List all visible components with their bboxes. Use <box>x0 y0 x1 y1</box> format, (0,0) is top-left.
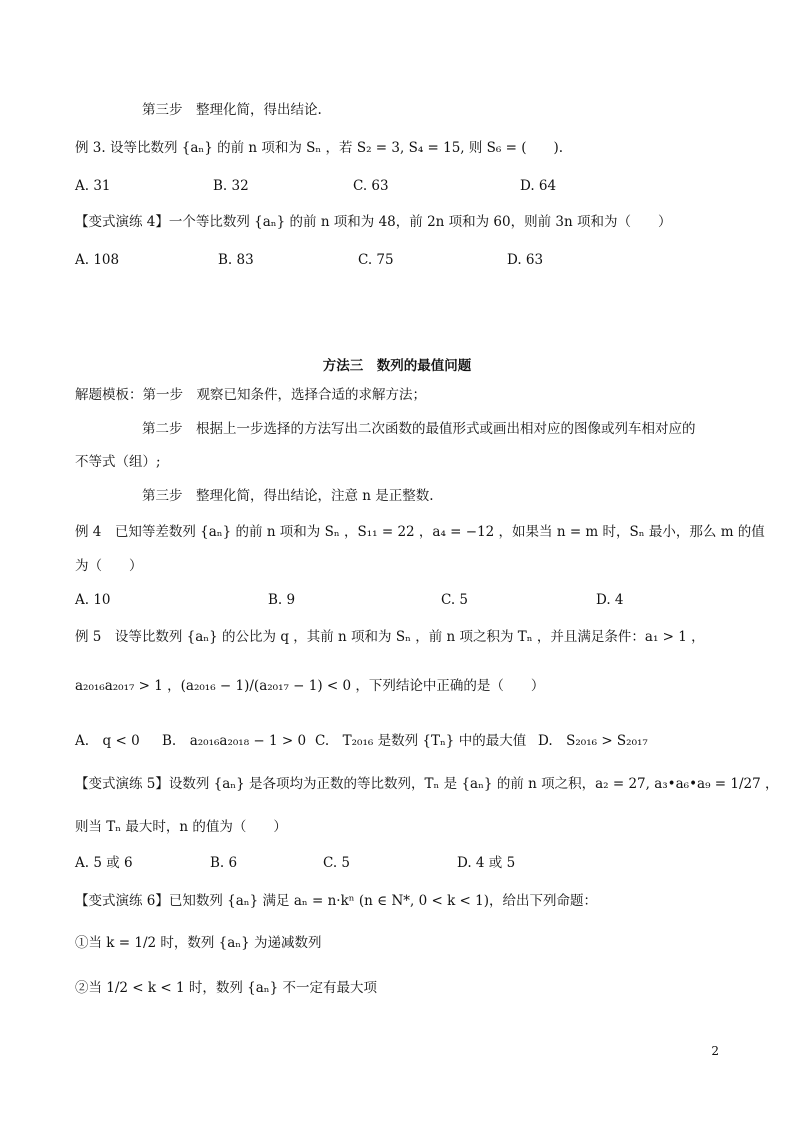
v5-option-b: B. 6 <box>210 855 238 871</box>
page-number: 2 <box>711 1044 719 1058</box>
ex4-option-d: D. 4 <box>596 592 624 608</box>
method-3-heading: 方法三 数列的最值问题 <box>322 358 472 374</box>
v4-option-d: D. 63 <box>507 252 544 268</box>
v4-option-a: A. 108 <box>75 252 120 268</box>
v5-option-a: A. 5 或 6 <box>75 855 133 871</box>
ex3-option-a: A. 31 <box>75 178 111 194</box>
ex4-option-b: B. 9 <box>268 592 296 608</box>
example-4-question-cont: 为（ ） <box>75 558 143 574</box>
ex3-option-c: C. 63 <box>353 178 389 194</box>
variant-5-question-cont: 则当 Tₙ 最大时，n 的值为（ ） <box>75 819 287 835</box>
ex5-option-a: A. q < 0 <box>75 733 140 749</box>
step3-line: 第三步 整理化简，得出结论. <box>142 102 322 118</box>
example-3-question: 例 3. 设等比数列 {aₙ} 的前 n 项和为 Sₙ ，若 S₂ = 3, S₄ = 15, 则 S₆ = ( ). <box>75 140 564 156</box>
ex5-option-c: C. T₂₀₁₆ 是数列 {Tₙ} 中的最大值 <box>315 733 527 749</box>
ex3-option-d: D. 64 <box>520 178 557 194</box>
variant-6-statement-2: ②当 1/2 < k < 1 时，数列 {aₙ} 不一定有最大项 <box>75 980 378 996</box>
variant-5-question: 【变式演练 5】设数列 {aₙ} 是各项均为正数的等比数列，Tₙ 是 {aₙ} 的前 n 项之积，a₂ = 27, a₃•a₆•a₉ = 1/27 ， <box>75 776 779 792</box>
v5-option-d: D. 4 或 5 <box>457 855 516 871</box>
template-step3: 第三步 整理化简，得出结论，注意 n 是正整数. <box>142 488 434 504</box>
ex5-option-d: D. S₂₀₁₆ > S₂₀₁₇ <box>538 733 648 749</box>
example-5-conditions: a₂₀₁₆a₂₀₁₇ > 1 ，(a₂₀₁₆ − 1)/(a₂₀₁₇ − 1) < 0 ，下列结论中正确的是（ ） <box>75 678 545 694</box>
template-step2: 第二步 根据上一步选择的方法写出二次函数的最值形式或画出相对应的图像或列车相对应的 <box>142 421 696 437</box>
template-step1: 解题模板：第一步 观察已知条件，选择合适的求解方法； <box>75 387 426 403</box>
ex4-option-a: A. 10 <box>75 592 111 608</box>
ex4-option-c: C. 5 <box>441 592 469 608</box>
v4-option-b: B. 83 <box>218 252 254 268</box>
example-5-question: 例 5 设等比数列 {aₙ} 的公比为 q ，其前 n 项和为 Sₙ ，前 n 项之积为 Tₙ ，并且满足条件：a₁ > 1 ， <box>75 629 705 645</box>
example-4-question: 例 4 已知等差数列 {aₙ} 的前 n 项和为 Sₙ ，S₁₁ = 22 ，a₄ = −12 ，如果当 n = m 时，Sₙ 最小，那么 m 的值 <box>75 524 765 540</box>
ex5-option-b: B. a₂₀₁₆a₂₀₁₈ − 1 > 0 <box>162 733 307 749</box>
v4-option-c: C. 75 <box>358 252 394 268</box>
variant-6-question: 【变式演练 6】已知数列 {aₙ} 满足 aₙ = n·kⁿ (n ∈ N*, 0 < k < 1)，给出下列命题： <box>75 893 597 909</box>
variant-6-statement-1: ①当 k = 1/2 时，数列 {aₙ} 为递减数列 <box>75 935 322 951</box>
ex3-option-b: B. 32 <box>213 178 249 194</box>
template-step2-cont: 不等式（组）; <box>75 454 161 470</box>
v5-option-c: C. 5 <box>323 855 351 871</box>
variant-4-question: 【变式演练 4】一个等比数列 {aₙ} 的前 n 项和为 48，前 2n 项和为 60，则前 3n 项和为（ ） <box>75 214 672 230</box>
